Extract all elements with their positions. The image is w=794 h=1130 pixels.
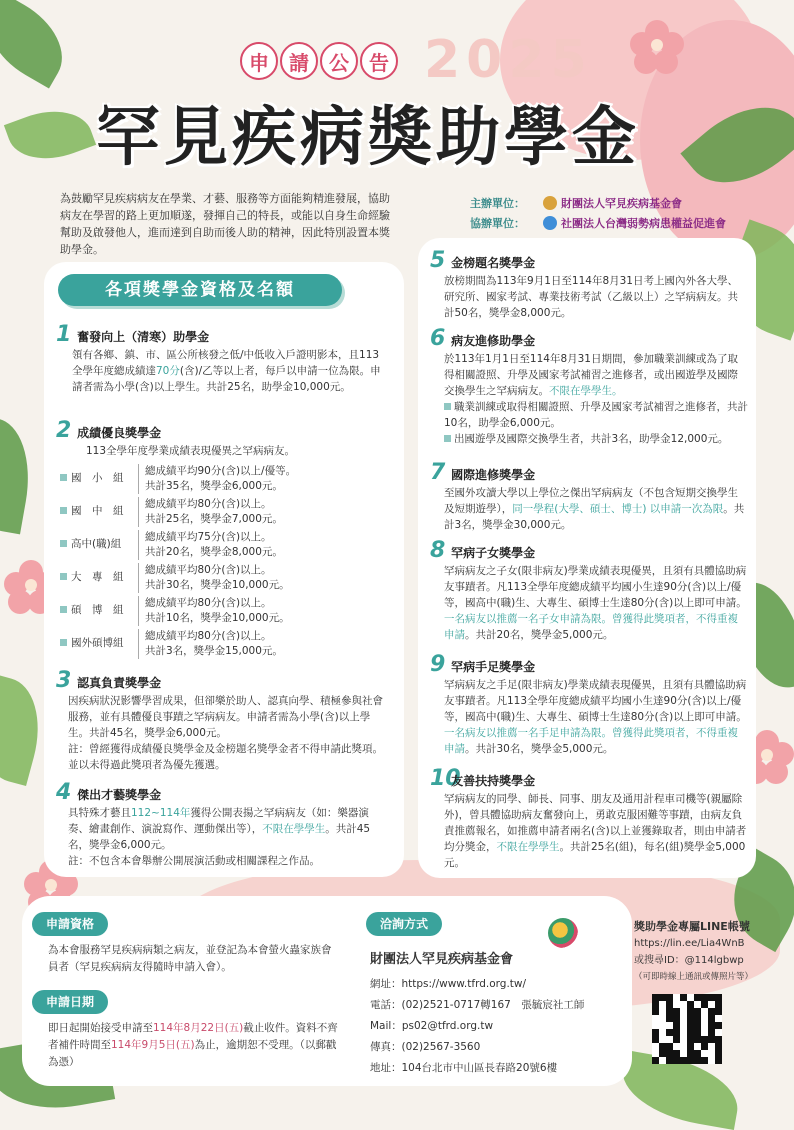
item-text: 。共計25名(組)，每名(組)獎學金5,000元。 [444,841,746,869]
badge-char: 申 [240,42,278,80]
line-info [634,918,784,986]
item-number: 1 [56,322,72,347]
highlight-text: 112~114年 [131,807,191,819]
contact-website[interactable]: 網址：https://www.tfrd.org.tw/ [370,978,527,990]
tier-detail [138,464,296,494]
qualification-text: 為本會服務罕見疾病病類之病友，並登記為本會螢火蟲家族會員者（罕見疾病病友得隨時申請入會）。 [48,944,332,973]
tier-name: 國 小 組 [71,472,124,484]
bullet-square [60,540,67,547]
host-org: 財團法人罕見疾病基金會 [561,197,682,210]
item-number: 2 [56,418,72,443]
item-title: 傑出才藝獎學金 [77,788,162,802]
contact-org: 財團法人罕見疾病基金會 [370,952,514,967]
scholarship-item-10 [430,766,748,871]
item-text: 領有各鄉、鎮、市、區公所核發之低/中低收入戶證明影本，且113全學年度總成績達 [72,349,380,377]
scholarship-item-2 [56,418,386,459]
item-number: 5 [430,248,446,273]
deadline-date: 114年8月22日(五) [153,1022,244,1034]
bullet-square [60,507,67,514]
year-label: 2025 [424,30,593,90]
item-note: 註：曾經獲得成績優良獎學金及金榜題名獎學金者不得申請此獎項。並以未得過此獎項者為優先獲選。 [68,743,383,771]
item-note: 註：不包含本會舉辦公開展演活動或相關課程之作品。 [68,855,320,867]
line-id: 或搜尋ID：@114lgbwp [634,955,744,966]
line-url[interactable]: https://lin.ee/Lia4WnB [634,938,745,949]
item-title: 金榜題名獎學金 [451,256,536,270]
date-text [48,1020,338,1071]
contact-fax: 傳真：(02)2567-3560 [370,1041,481,1053]
tier-row [60,597,290,624]
supplement-date: 114年9月5日(五) [111,1039,195,1051]
co-host-label: 協辦單位： [470,217,525,230]
tier-award: 共計20名，獎學金8,000元。 [145,546,283,558]
scholarship-item-1 [56,322,386,395]
item-number: 3 [56,668,72,693]
association-logo-icon [543,216,557,230]
badge-char: 告 [360,42,398,80]
scholarship-item-4 [56,780,386,869]
line-note: （可即時線上通訊或傳照片等） [634,972,754,982]
item-text: 。共計3名，獎學金30,000元。 [444,503,745,531]
item-title: 奮發向上（清寒）助學金 [77,330,210,344]
date-text-part: 為止，逾期恕不受理。（以郵戳為憑） [48,1039,337,1068]
item-title: 國際進修獎學金 [451,468,536,482]
tier-name: 國 中 組 [71,505,124,517]
section-title: 各項獎學金資格及名額 [58,274,342,306]
bullet-square [444,435,451,442]
bullet-square [60,474,67,481]
scholarship-item-3 [56,668,386,773]
item-title: 病友進修助學金 [451,334,536,348]
tier-detail [138,497,283,527]
leaf-decoration [4,98,96,172]
contact-label: 洽詢方式 [366,912,442,936]
item-text: 。共計20名，獎學金5,000元。 [465,629,614,641]
host-label: 主辦單位： [470,197,525,210]
item-title: 罕病子女獎學金 [451,546,536,560]
highlight-text: 不限在學學生 [496,841,560,853]
line-title: 獎助學金專屬LINE帳號 [634,920,750,933]
item-text: 具特殊才藝且 [68,807,131,819]
item-text: 。共計45名，獎學金6,000元。 [68,823,371,851]
item-text: 獲得公開表揚之罕病病友（如：樂器演奏、繪畫創作、演說寫作、運動傑出等）， [68,807,369,835]
item-number: 9 [430,652,446,677]
tier-requirement: 總成績平均90分(含)以上/優等。 [145,465,297,477]
item-number: 10 [430,766,461,791]
scholarship-item-9 [430,652,748,757]
tier-name: 高中(職)組 [71,538,122,550]
item-text: 罕病病友之手足(限非病友)學業成績表現優異，且須有具體協助病友事蹟者。凡113全學年度總成績平均國小生達90分(含)以上/優等，國高中(職)生、大專生、碩博士生達80分(含)以上即可申請。 [444,679,747,723]
date-text-part: 截止收件。資料不齊者補件時間至 [48,1022,338,1051]
item-number: 6 [430,326,446,351]
item-text: 因疾病狀況影響學習成果，但卻樂於助人、認真向學、積極參與社會服務，並有具體優良事蹟之罕病病友。申請者需為小學(含)以上學生。共計45名，獎學金6,000元。 [68,695,383,739]
tier-requirement: 總成績平均80分(含)以上。 [145,498,272,510]
scholarship-item-7 [430,460,748,533]
tier-requirement: 總成績平均80分(含)以上。 [145,597,272,609]
item-desc: 113全學年度學業成績表現優異之罕病病友。 [86,445,296,457]
highlight-text: 70分 [156,365,180,377]
item-number: 8 [430,538,446,563]
date-text-part: 即日起開始接受申請至 [48,1022,153,1034]
item-text: 。共計30名，獎學金5,000元。 [465,743,614,755]
page-title: 罕見疾病獎助學金 [96,100,640,175]
item-text: 罕病病友之子女(限非病友)學業成績表現優異，且須有具體協助病友事蹟者。凡113全學年度總成績平均國小生達90分(含)以上/優等，國高中(職)生、大專生、碩博士生達80分(含)以上即可申請。 [444,565,747,609]
tier-row [60,531,283,558]
tier-row [60,564,290,591]
highlight-text: 不限在學學生。 [549,385,623,397]
item-subpoint: 職業訓練或取得相關證照、升學及國家考試補習之進修者，共計10名，助學金6,000元。 [444,401,748,429]
highlight-text: 不限在學學生 [262,823,326,835]
bullet-square [60,606,67,613]
flower-decoration [630,20,684,74]
item-text: (含)/乙等以上者，每戶以申請一位為限。申請者需為小學(含)以上學生。共計25名，助學金10,000元。 [72,365,381,393]
co-host-org: 社團法人台灣弱勢病患權益促進會 [561,217,726,230]
scholarship-item-8 [430,538,748,643]
tier-name: 碩 博 組 [71,604,124,616]
firefly-logo-icon [548,918,578,948]
contact-email[interactable]: Mail：ps02@tfrd.org.tw [370,1020,494,1032]
highlight-text: 一名病友以推薦一名子女申請為限。曾獲得此獎項者，不得重複申請 [444,613,738,641]
item-title: 罕病手足獎學金 [451,660,536,674]
contact-address: 地址：104台北市中山區長春路20號6樓 [370,1062,558,1074]
tier-row [60,630,283,657]
highlight-text: 同一學程(大學、碩士、博士) 以申請一次為限 [512,503,724,515]
item-title: 認真負責獎學金 [77,676,162,690]
item-text: 至國外攻讀大學以上學位之傑出罕病病友（不包含短期交換學生及短期遊學）， [444,487,738,515]
tier-detail [138,596,290,626]
contact-details [370,974,584,1079]
tier-award: 共計25名，獎學金7,000元。 [145,513,283,525]
contact-phone: 電話：(02)2521-0717轉167 張毓宸社工師 [370,999,585,1011]
tier-requirement: 總成績平均75分(含)以上。 [145,531,272,543]
leaf-decoration [0,416,39,535]
tier-name: 國外碩博組 [71,637,124,649]
tier-row [60,465,297,492]
tier-award: 共計30名，獎學金10,000元。 [145,579,290,591]
tier-award: 共計10名，獎學金10,000元。 [145,612,290,624]
intro-text: 為鼓勵罕見疾病病友在學業、才藝、服務等方面能夠精進發展，協助病友在學習的路上更加順遂，發揮自己的特長，或能以自身生命經驗幫助及啟發他人，進而達到自助而後人助的精神，因此特別設置本獎助學金。 [60,192,390,256]
bullet-square [60,573,67,580]
bullet-square [444,403,451,410]
tier-award: 共計3名，獎學金15,000元。 [145,645,283,657]
item-title: 成績優良獎學金 [77,426,162,440]
date-label: 申請日期 [32,990,108,1014]
tier-row [60,498,283,525]
item-number: 7 [430,460,446,485]
tier-detail [138,629,283,659]
tier-name: 大 專 組 [71,571,124,583]
tier-detail [138,563,290,593]
bullet-square [60,639,67,646]
item-text: 於113年1月1日至114年8月31日期間，參加職業訓練或為了取得相關證照、升學及國家考試補習之進修者，或出國遊學及國際交換學生之罕病病友。 [444,353,738,397]
scholarship-item-5 [430,248,748,321]
badge-char: 公 [320,42,358,80]
leaf-decoration [0,0,79,88]
organizers [470,194,726,234]
item-text: 放榜期間為113年9月1日至114年8月31日考上國內外各大學、研究所、國家考試、專業技術考試（乙級以上）之罕病病友。共計50名，獎學金8,000元。 [444,275,738,319]
badge-char: 請 [280,42,318,80]
tier-requirement: 總成績平均80分(含)以上。 [145,564,272,576]
item-number: 4 [56,780,72,805]
qualification-label: 申請資格 [32,912,108,936]
item-subpoint: 出國遊學及國際交換學生者，共計3名，助學金12,000元。 [454,433,729,445]
highlight-text: 一名病友以推薦一名手足申請為限。曾獲得此獎項者，不得重複申請 [444,727,738,755]
announcement-badge [240,42,400,80]
item-title: 友善扶持獎學金 [451,774,536,788]
firefly-logo-icon [543,196,557,210]
tier-detail [138,530,283,560]
scholarship-item-6 [430,326,748,447]
qr-code-icon[interactable] [652,994,722,1064]
item-text: 罕病病友的同學、師長、同事、朋友及通用計程車司機等(親屬除外)，曾具體協助病友奮發向上，勇敢克服困難等事蹟，由病友負責推薦報名，如推薦申請者兩名(含)以上並獲錄取者，則由申請者均分獎金， [444,793,747,853]
tier-requirement: 總成績平均80分(含)以上。 [145,630,272,642]
tier-award: 共計35名，獎學金6,000元。 [145,480,283,492]
